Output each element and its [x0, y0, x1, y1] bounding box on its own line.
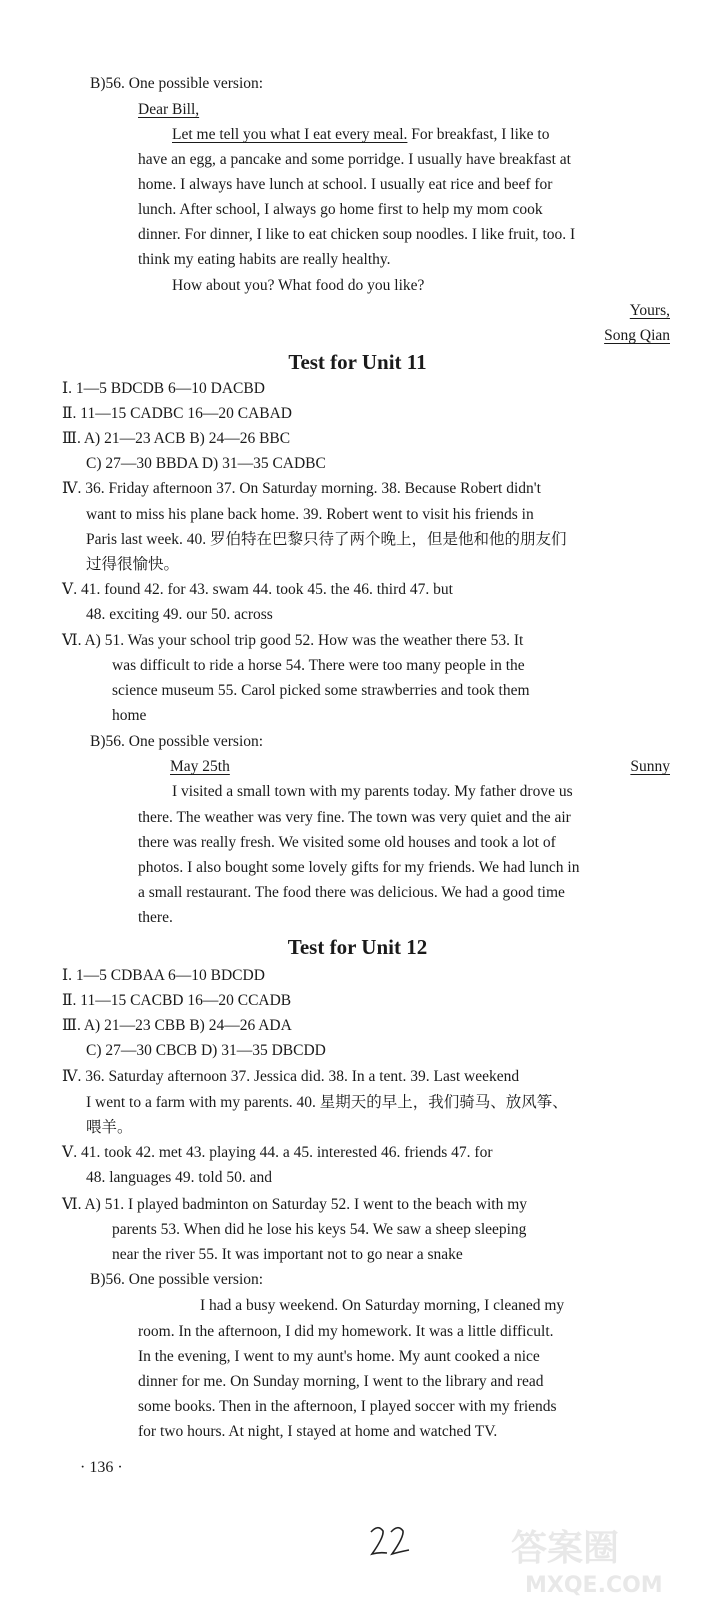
answer-row: 48. languages 49. told 50. and: [86, 1169, 272, 1186]
essay-line: there.: [138, 909, 173, 926]
answer-row: Ⅴ. 41. found 42. for 43. swam 44. took 45. the 46. third 47. but: [62, 581, 453, 598]
diary-author: Sunny: [630, 758, 670, 775]
unit12-title: Test for Unit 12: [287, 935, 428, 959]
answer-row: Ⅱ. 11—15 CACBD 16—20 CCADB: [62, 992, 292, 1009]
answer-row: Paris last week. 40. 罗伯特在巴黎只待了两个晚上，但是他和他的朋友们: [86, 531, 567, 548]
essay-line: In the evening, I went to my aunt's home. My aunt cooked a nice: [138, 1348, 540, 1365]
answer-row: Ⅰ. 1—5 CDBAA 6—10 BDCDD: [62, 967, 265, 984]
answer-row: Ⅱ. 11—15 CADBC 16—20 CABAD: [62, 405, 292, 422]
answer-row: 过得很愉快。: [86, 556, 180, 573]
section-b56-heading: B)56. One possible version:: [90, 1271, 264, 1288]
letter-line: How about you? What food do you like?: [172, 277, 425, 294]
answer-row: near the river 55. It was important not to go near a snake: [112, 1246, 463, 1263]
essay-line: a small restaurant. The food there was delicious. We had a good time: [138, 884, 565, 901]
letter-line: have an egg, a pancake and some porridge. I usually have breakfast at: [138, 151, 571, 168]
essay-line: for two hours. At night, I stayed at home and watched TV.: [138, 1423, 498, 1440]
essay-line: there was really fresh. We visited some old houses and took a lot of: [138, 834, 556, 851]
watermark-text: 答案圈: [511, 1528, 620, 1569]
answer-row: 48. exciting 49. our 50. across: [86, 606, 273, 623]
essay-line: some books. Then in the afternoon, I played soccer with my friends: [138, 1398, 557, 1415]
letter-salutation: Dear Bill,: [138, 101, 200, 118]
letter-line: home. I always have lunch at school. I usually eat rice and beef for: [138, 176, 553, 193]
essay-line: dinner for me. On Sunday morning, I went to the library and read: [138, 1373, 544, 1390]
answer-row: home: [112, 707, 147, 724]
essay-line: room. In the afternoon, I did my homework. It was a little difficult.: [138, 1323, 554, 1340]
page-number: · 136 ·: [80, 1459, 123, 1476]
answer-row: 喂羊。: [86, 1119, 133, 1136]
answer-row: Ⅵ. A) 51. I played badminton on Saturday 52. I went to the beach with my: [62, 1196, 527, 1213]
essay-line: there. The weather was very fine. The town was very quiet and the air: [138, 809, 571, 826]
watermark-url: MXQE.COM: [525, 1573, 663, 1598]
unit11-title: Test for Unit 11: [288, 350, 427, 374]
letter-line: [172, 125, 549, 145]
letter-signature: Song Qian: [604, 327, 670, 344]
essay-line: I visited a small town with my parents today. My father drove us: [172, 783, 573, 800]
answer-row: was difficult to ride a horse 54. There were too many people in the: [112, 657, 525, 674]
answer-row: parents 53. When did he lose his keys 54. We saw a sheep sleeping: [112, 1221, 527, 1238]
answer-row: I went to a farm with my parents. 40. 星期天的早上，我们骑马、放风筝、: [86, 1094, 568, 1111]
answer-row: C) 27—30 CBCB D) 31—35 DBCDD: [86, 1042, 326, 1059]
answer-row: C) 27—30 BBDA D) 31—35 CADBC: [86, 455, 326, 472]
section-b56-heading: B)56. One possible version:: [90, 75, 264, 92]
answer-row: Ⅴ. 41. took 42. met 43. playing 44. a 45. interested 46. friends 47. for: [62, 1144, 493, 1161]
essay-line: photos. I also bought some lovely gifts for my friends. We had lunch in: [138, 859, 580, 876]
essay-line: I had a busy weekend. On Saturday morning, I cleaned my: [200, 1297, 565, 1314]
letter-line-rest: For breakfast, I like to: [407, 126, 550, 143]
letter-line: dinner. For dinner, I like to eat chicken soup noodles. I like fruit, too. I: [138, 226, 576, 243]
diary-date: May 25th: [170, 758, 230, 775]
answer-row: Ⅳ. 36. Saturday afternoon 37. Jessica did. 38. In a tent. 39. Last weekend: [62, 1068, 520, 1085]
answer-row: Ⅲ. A) 21—23 ACB B) 24—26 BBC: [62, 430, 291, 447]
letter-opening-sentence: Let me tell you what I eat every meal.: [172, 126, 408, 143]
answer-row: Ⅰ. 1—5 BDCDB 6—10 DACBD: [62, 380, 265, 397]
watermark-logo: [505, 1518, 710, 1598]
answer-row: want to miss his plane back home. 39. Robert went to visit his friends in: [86, 506, 534, 523]
handwritten-mark: [368, 1522, 412, 1562]
letter-line: think my eating habits are really healthy.: [138, 251, 391, 268]
answer-row: Ⅵ. A) 51. Was your school trip good 52. How was the weather there 53. It: [62, 632, 524, 649]
answer-row: science museum 55. Carol picked some strawberries and took them: [112, 682, 530, 699]
letter-line: lunch. After school, I always go home first to help my mom cook: [138, 201, 543, 218]
letter-closing: Yours,: [629, 302, 670, 319]
section-b56-heading: B)56. One possible version:: [90, 733, 264, 750]
answer-row: Ⅳ. 36. Friday afternoon 37. On Saturday morning. 38. Because Robert didn't: [62, 480, 541, 497]
answer-row: Ⅲ. A) 21—23 CBB B) 24—26 ADA: [62, 1017, 292, 1034]
